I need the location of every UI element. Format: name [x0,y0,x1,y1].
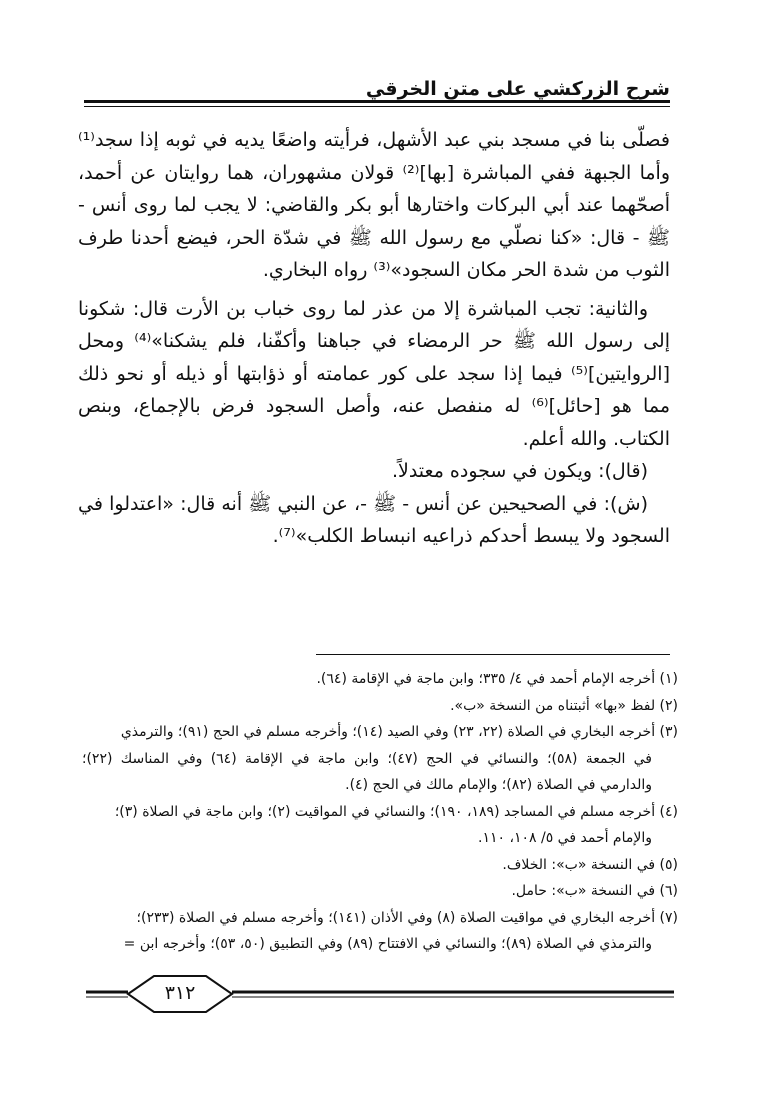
footnote-text: (١) أخرجه الإمام أحمد في ٤/ ٣٣٥؛ وابن ماجة في الإقامة (٦٤). [316,671,678,687]
main-text [78,124,670,553]
footnote-text: (٤) أخرجه مسلم في المساجد (١٨٩، ١٩٠)؛ والنسائي في المواقيت (٢)؛ وابن ماجة في الصلاة (٣)؛ [114,803,678,820]
paragraph-3: (قال): ويكون في سجوده معتدلاً. [391,460,648,482]
footnote-text: (٢) لفظ «بها» أثبتناه من النسخة «ب». [450,697,678,714]
paragraph-1: فصلّى بنا في مسجد بني عبد الأشهل، فرأيته واضعًا يديه في ثوبه إذا سجد⁽¹⁾ وأما الجبهة ففي المباشرة [بها]⁽²⁾ قولان مشهوران، هما روايتان عن أحمد، أصحّهما عند أبي البركات واختارها أبو بكر والقاضي: لا يجب لما روى أنس - ﷺ - قال: «كنا نصلّي مع رسول الله ﷺ في شدّة الحر، فيضع أحدنا طرف الثوب من شدة الحر مكان السجود»⁽³⁾ رواه البخاري. [78,129,670,281]
footnote-text: (٧) أخرجه البخاري في مواقيت الصلاة (٨) وفي الأذان (١٤١)؛ وأخرجه مسلم في الصلاة (٢٣٣)؛ [136,909,678,926]
footnote-continuation: والإمام أحمد في ٥/ ١٠٨، ١١٠. [477,830,652,846]
paragraph-4: (ش): في الصحيحين عن أنس - ﷺ -، عن النبي ﷺ أنه قال: «اعتدلوا في السجود ولا يبسط أحدكم ذراعيه انبساط الكلب»⁽⁷⁾. [78,492,670,547]
footnote-5 [82,852,678,879]
header-rule-thick [84,100,670,103]
footnote-3 [82,719,678,799]
footnote-4 [82,799,678,852]
footnote-7 [82,905,678,958]
footnote-2 [82,693,678,720]
footnote-1 [82,666,678,693]
footnote-6 [82,878,678,905]
footnote-continuation: في الجمعة (٥٨)؛ والنسائي في الحج (٤٧)؛ وابن ماجة في الإقامة (٦٤) وفي المناسك (٢٢)؛ والدارمي في الصلاة (٨٢)؛ والإمام مالك في الحج (٤). [82,750,652,793]
footnote-continuation: والترمذي في الصلاة (٨٩)؛ والنسائي في الافتتاح (٨٩) وفي التطبيق (٥٠، ٥٣)؛ وأخرجه ابن = [123,936,652,952]
footnote-text: (٥) في النسخة «ب»: الخلاف. [502,856,678,873]
footnote-separator [316,654,670,655]
footnotes [82,666,678,958]
footnote-text: (٣) أخرجه البخاري في الصلاة (٢٢، ٢٣) وفي الصيد (١٤)؛ وأخرجه مسلم في الحج (٩١)؛ والترمذي [120,724,678,740]
paragraph-2: والثانية: تجب المباشرة إلا من عذر لما روى خباب بن الأرت قال: شكونا إلى رسول الله ﷺ حر الرمضاء في جباهنا وأكفّنا، فلم يشكنا»⁽⁴⁾ ومحل [الروايتين]⁽⁵⁾ فيما إذا سجد على كور عمامته أو ذؤابتها أو ذيله أو نحو ذلك مما هو [حائل]⁽⁶⁾ له منفصل عنه، وأصل السجود فرض بالإجماع، وبنص الكتاب. والله أعلم. [78,297,670,450]
page-number: ٣١٢ [164,982,196,1004]
running-header-title: شرح الزركشي على متن الخرقي [365,78,670,100]
header-rule-thin [84,106,670,107]
footnote-text: (٦) في النسخة «ب»: حامل. [511,883,678,899]
page-footer [82,972,678,1016]
